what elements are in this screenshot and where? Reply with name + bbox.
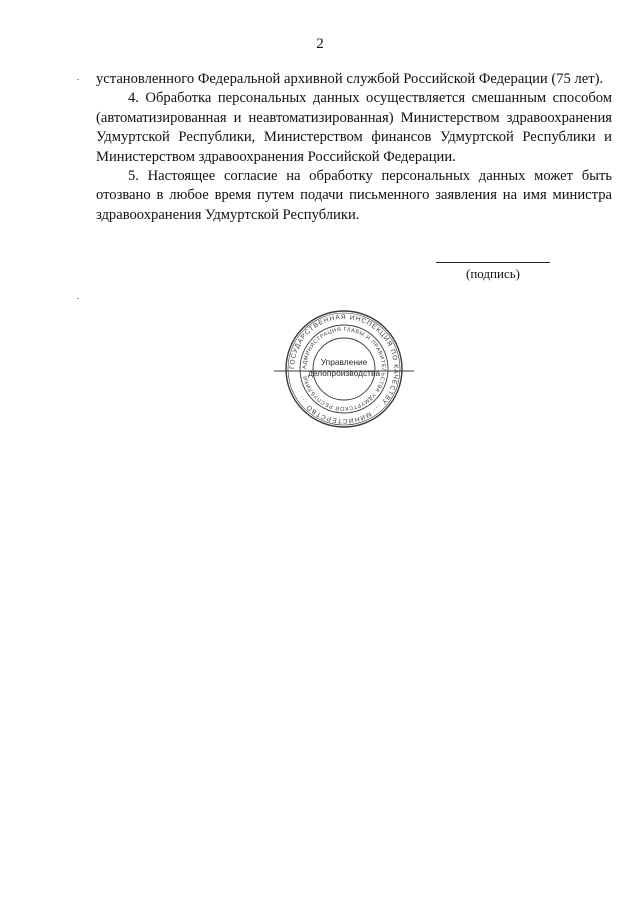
seal-inner-ring-text: АДМИНИСТРАЦИЯ ГЛАВЫ И ПРАВИТЕЛЬСТВА УДМУРТСКОЙ РЕСПУБЛИКИ xyxy=(301,326,387,412)
scan-mark xyxy=(77,79,79,80)
seal-outer-ring-text: ГОСУДАРСТВЕННАЯ ИНСПЕКЦИЯ ПО КАЧЕСТВУ ... МИНИСТЕРСТВО ... xyxy=(288,313,400,425)
signature-block xyxy=(436,262,550,281)
seal-center-line-2: делопроизводства xyxy=(307,368,381,378)
paragraph-item-4: 4. Обработка персональных данных осуществляется смешанным способом (автоматизированная и неавтоматизированная) Министерством здравоохранения Удмуртской Республики, Министерством финансов Удмуртской Республики и Министерством здравоохранения Российской Федерации. xyxy=(96,90,612,165)
signature-line xyxy=(436,262,550,263)
paragraph-item-5: 5. Настоящее согласие на обработку персональных данных может быть отозвано в любое время путем подачи письменного заявления на имя министра здравоохранения Удмуртской Республики. xyxy=(96,168,612,223)
scan-mark xyxy=(77,298,79,299)
paragraph-continuation: установленного Федеральной архивной службой Российской Федерации (75 лет). xyxy=(96,71,604,87)
page-number: 2 xyxy=(316,36,324,52)
body-text xyxy=(96,70,612,225)
seal-center-line-1: Управление xyxy=(320,357,368,367)
official-seal-stamp xyxy=(270,308,418,430)
signature-caption: (подпись) xyxy=(466,266,520,281)
